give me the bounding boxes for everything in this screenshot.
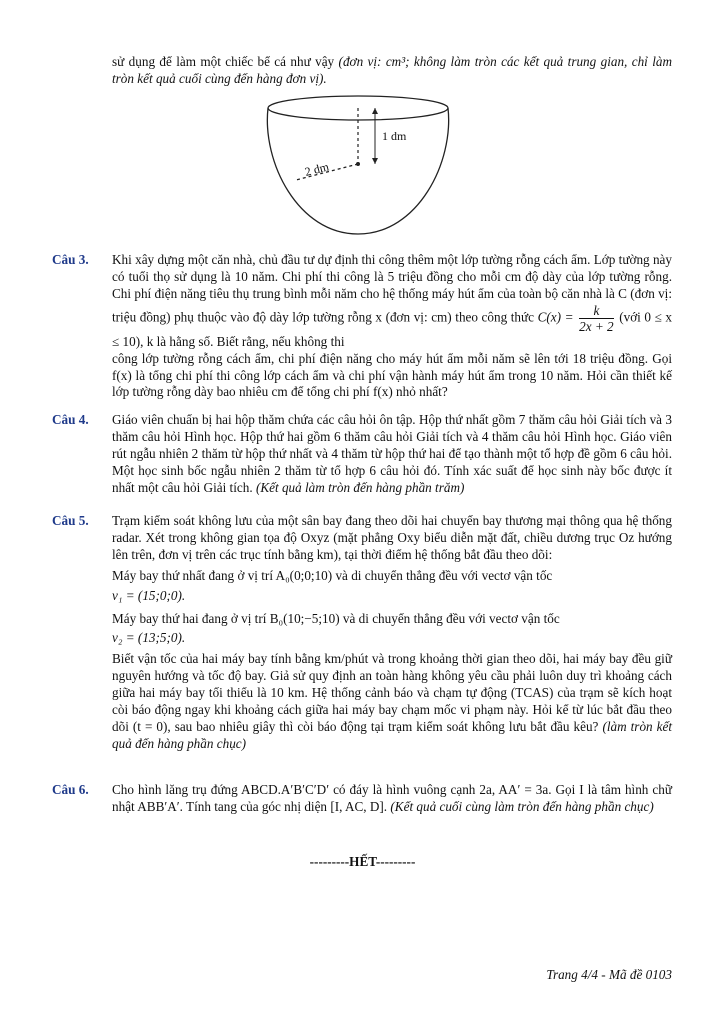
question-5-text-1: Trạm kiểm soát không lưu của một sân bay đang theo dõi hai chuyến bay thương mại thông qua hệ thống radar. Xét trong không gian tọa độ Oxyz (mặt phẳng Oxy biểu diễn mặt đất, chiều dương trục Oz hướng lên trên, đơn vị trên các trục tính bằng km), tại thời điểm hệ thống bắt đầu theo dõi: (112, 513, 672, 562)
question-5-label: Câu 5. (52, 513, 89, 528)
question-4-label: Câu 4. (52, 412, 89, 427)
question-3-text-1: Khi xây dựng một căn nhà, chủ đầu tư dự định thi công thêm một lớp tường rỗng cách ẩm. Lớp tường này có tuổi thọ sử dụng là 10 năm. Chi phí thi công là 5 triệu đồng cho mỗi cm độ dày của lớp tường rỗng. Chi phí điện năng tiêu thụ trung bình mỗi năm cho hệ thống máy hút ẩm của toàn bộ căn nhà là C (đơn vị: triệu đồng) phụ thuộc vào độ dày lớp tường rỗng x (đơn vị: cm) theo công thức (112, 252, 673, 325)
radius-label: 2 dm (303, 159, 331, 179)
formula-denominator: 2x + 2 (579, 318, 614, 334)
question-5-body (112, 513, 672, 753)
question-6-note: (Kết quả cuối cùng làm tròn đến hàng phần chục) (390, 798, 654, 814)
question-5-text-3: Máy bay thứ hai đang ở vị trí B₀(10;−5;10) và di chuyển thẳng đều với vectơ vận tốc (112, 610, 560, 626)
velocity-1: v₁ = (15;0;0). (112, 587, 186, 603)
formula-lhs: C(x) = (537, 309, 574, 325)
velocity-2: v₂ = (13;5;0). (112, 630, 186, 646)
formula-condition: (với 0 ≤ x ≤ 10), k là hằng số. Biết rằng, nếu không thi (112, 309, 672, 349)
bowl-diagram (258, 92, 458, 242)
question-4-text: Giáo viên chuẩn bị hai hộp thăm chứa các câu hỏi ôn tập. Hộp thứ nhất gồm 7 thăm câu hỏi Giải tích và 3 thăm câu hỏi Hình học. Hộp thứ hai gồm 6 thăm câu hỏi Giải tích và 4 thăm câu hỏi Hình học. Giáo viên rút ngẫu nhiên 2 thăm từ hộp thứ nhất và 4 thăm từ hộp thứ hai để tạo thành một tổ hợp đề gồm 6 câu hỏi. Một học sinh bốc ngẫu nhiên 2 thăm từ tổ hợp 6 câu hỏi đó. Tính xác suất để học sinh này bốc được ít nhất một câu hỏi Giải tích. (112, 412, 672, 495)
hemisphere-bowl-figure (258, 92, 458, 242)
question-3-text-2: công lớp tường rỗng cách ẩm, chi phí điện năng cho máy hút ẩm mỗi năm sẽ lên tới 18 triệu đồng. Gọi f(x) là tổng chi phí thi công lớp cách ẩm và chi phí vận hành máy hút ẩm trong 10 năm. Hỏi cần thiết kế lớp tường rỗng dày bao nhiêu cm để tổng chi phí f(x) nhỏ nhất? (112, 350, 672, 400)
intro-text: sử dụng để làm một chiếc bể cá như vậy (đơn vị: cm³; không làm tròn các kết quả trung gian, chỉ làm tròn kết quả cuối cùng đến hàng đơn vị). (112, 54, 673, 86)
question-6-label: Câu 6. (52, 782, 89, 797)
question-6-text: Cho hình lăng trụ đứng ABCD.A′B′C′D′ có đáy là hình vuông cạnh 2a, AA′ = 3a. Gọi I là tâm hình chữ nhật ABB′A′. Tính tang của góc nhị diện [I, AC, D]. (112, 782, 672, 814)
height-label: 1 dm (382, 129, 407, 143)
end-marker: ---------HẾT--------- (309, 854, 416, 869)
unit-note: (đơn vị: cm³; không làm tròn các kết quả trung gian, chỉ làm tròn kết quả cuối cùng đến hàng đơn vị). (112, 54, 673, 86)
question-5-note: (làm tròn kết quả đến hàng phần chục) (112, 718, 673, 751)
formula-numerator: k (579, 303, 614, 319)
question-3-body (112, 252, 672, 401)
question-4-note: (Kết quả làm tròn đến hàng phần trăm) (255, 479, 465, 495)
question-5-text-2: Máy bay thứ nhất đang ở vị trí A₀(0;0;10) và di chuyển thẳng đều với vectơ vận tốc (112, 567, 553, 583)
question-6-body (112, 782, 672, 816)
formula-fraction (579, 303, 614, 334)
page-footer: Trang 4/4 - Mã đề 0103 (546, 967, 672, 982)
question-3-label: Câu 3. (52, 252, 89, 267)
question-4-body (112, 412, 672, 497)
question-5-text-4: Biết vận tốc của hai máy bay tính bằng km/phút và trong khoảng thời gian theo dõi, hai máy bay đều giữ nguyên hướng và tốc độ bay. Giả sử quy định an toàn hàng không yêu cầu phải luôn duy trì khoảng cách giữa hai máy bay tối thiểu là 10 km. Hệ thống cảnh báo và chạm tự động (TCAS) của trạm sẽ kích hoạt còi báo động ngay khi khoảng cách giữa hai máy bay chạm mốc vi phạm này. Hỏi kể từ lúc bắt đầu theo dõi (t = 0), sau bao nhiêu giây thì còi báo động tại trạm kiểm soát không lưu bắt đầu kêu? (112, 651, 672, 734)
